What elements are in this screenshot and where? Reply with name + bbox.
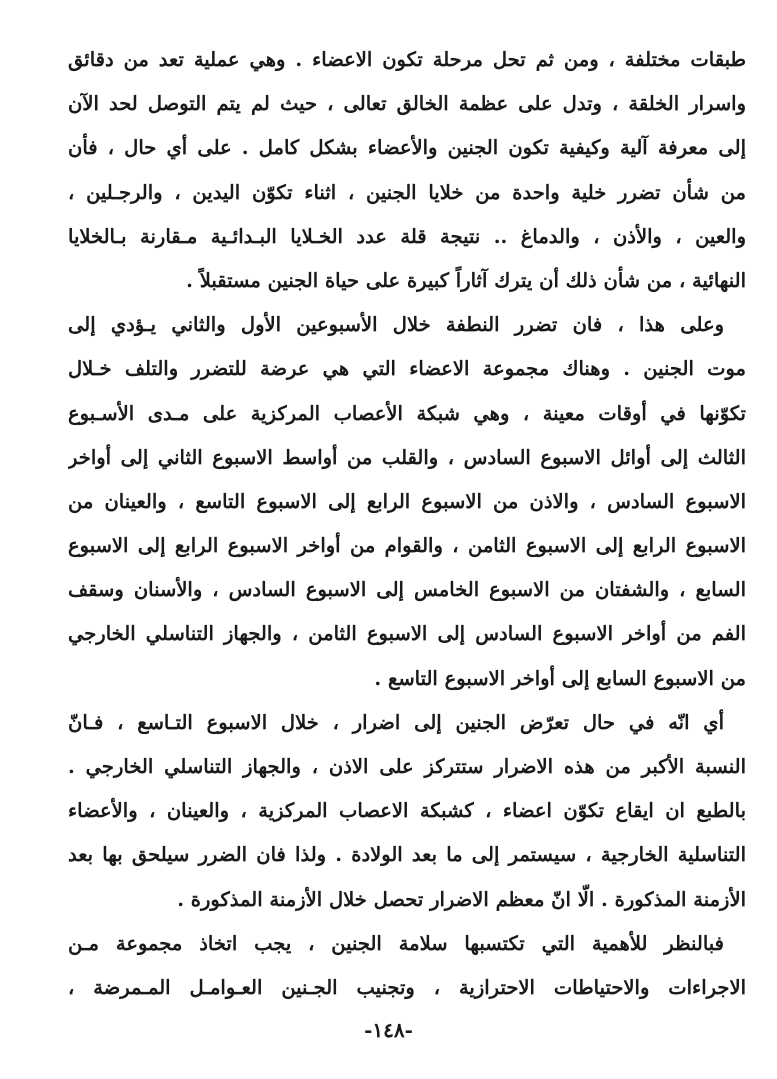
paragraph xyxy=(68,701,746,922)
page-number: -١٤٨- xyxy=(364,1018,413,1042)
text-line: بالطبع ان ايقاع تكوّن اعضاء ، كشبكة الاعصاب المركزية ، والعينان ، والأعضاء xyxy=(68,799,746,823)
text-line: الاسبوع الرابع إلى الاسبوع الثامن ، والقوام من أواخر الاسبوع الرابع إلى الاسبوع xyxy=(68,534,746,558)
text-line: النهائية ، من شأن ذلك أن يترك آثاراً كبيرة على حياة الجنين مستقبلاً . xyxy=(186,268,746,292)
paragraph xyxy=(68,922,746,1010)
text-line: الثالث إلى أوائل الاسبوع السادس ، والقلب من أواسط الاسبوع الثاني إلى أواخر xyxy=(68,445,746,469)
text-line: الاجراءات والاحتياطات الاحترازية ، وتجنيب الجـنين العـوامـل المـمرضة ، xyxy=(68,975,746,999)
text-line: إلى معرفة آلية وكيفية تكون الجنين والأعضاء بشكل كامل . على أي حال ، فأن xyxy=(68,136,746,160)
text-line: طبقات مختلفة ، ومن ثم تحل مرحلة تكون الاعضاء . وهي عملية تعد من دقائق xyxy=(68,48,746,71)
text-line: والعين ، والأذن ، والدماغ .. نتيجة قلة عدد الخـلايا البـدائـية مـقارنة بـالخلايا xyxy=(68,224,746,248)
text-line: السابع ، والشفتان من الاسبوع الخامس إلى الاسبوع السادس ، والأسنان وسقف xyxy=(68,578,746,602)
text-line: من الاسبوع السابع إلى أواخر الاسبوع التاسع . xyxy=(374,666,746,690)
text-line: الأزمنة المذكورة . الّا انّ معظم الاضرار تحصل خلال الأزمنة المذكورة . xyxy=(177,887,746,911)
text-line: النسبة الأكبر من هذه الاضرار ستتركز على الاذن ، والجهاز التناسلي الخارجي . xyxy=(68,755,746,778)
body-text xyxy=(68,38,746,1010)
text-line: أي انّه في حال تعرّض الجنين إلى اضرار ، خلال الاسبوع التـاسع ، فـانّ xyxy=(68,710,724,734)
text-line: تكوّنها في أوقات معينة ، وهي شبكة الأعصاب المركزية على مـدى الأسـبوع xyxy=(68,401,746,425)
text-line: فبالنظر للأهمية التي تكتسبها سلامة الجنين ، يجب اتخاذ مجموعة مـن xyxy=(68,931,724,955)
text-line: التناسلية الخارجية ، سيستمر إلى ما بعد الولادة . ولذا فان الضرر سيلحق بها بعد xyxy=(68,843,746,867)
text-line: موت الجنين . وهناك مجموعة الاعضاء التي هي عرضة للتضرر والتلف خـلال xyxy=(68,357,746,381)
paragraph xyxy=(68,38,746,303)
paragraph xyxy=(68,303,746,701)
text-line: وعلى هذا ، فان تضرر النطفة خلال الأسبوعين الأول والثاني يـؤدي إلى xyxy=(68,313,724,337)
text-line: واسرار الخلقة ، وتدل على عظمة الخالق تعالى ، حيث لم يتم التوصل لحد الآن xyxy=(68,92,746,116)
text-line: الفم من أواخر الاسبوع السادس إلى الاسبوع الثامن ، والجهاز التناسلي الخارجي xyxy=(68,622,746,646)
text-line: الاسبوع السادس ، والاذن من الاسبوع الرابع إلى الاسبوع التاسع ، والعينان من xyxy=(68,489,746,513)
text-line: من شأن تضرر خلية واحدة من خلايا الجنين ، اثناء تكوّن اليدين ، والرجـلين ، xyxy=(68,180,746,204)
